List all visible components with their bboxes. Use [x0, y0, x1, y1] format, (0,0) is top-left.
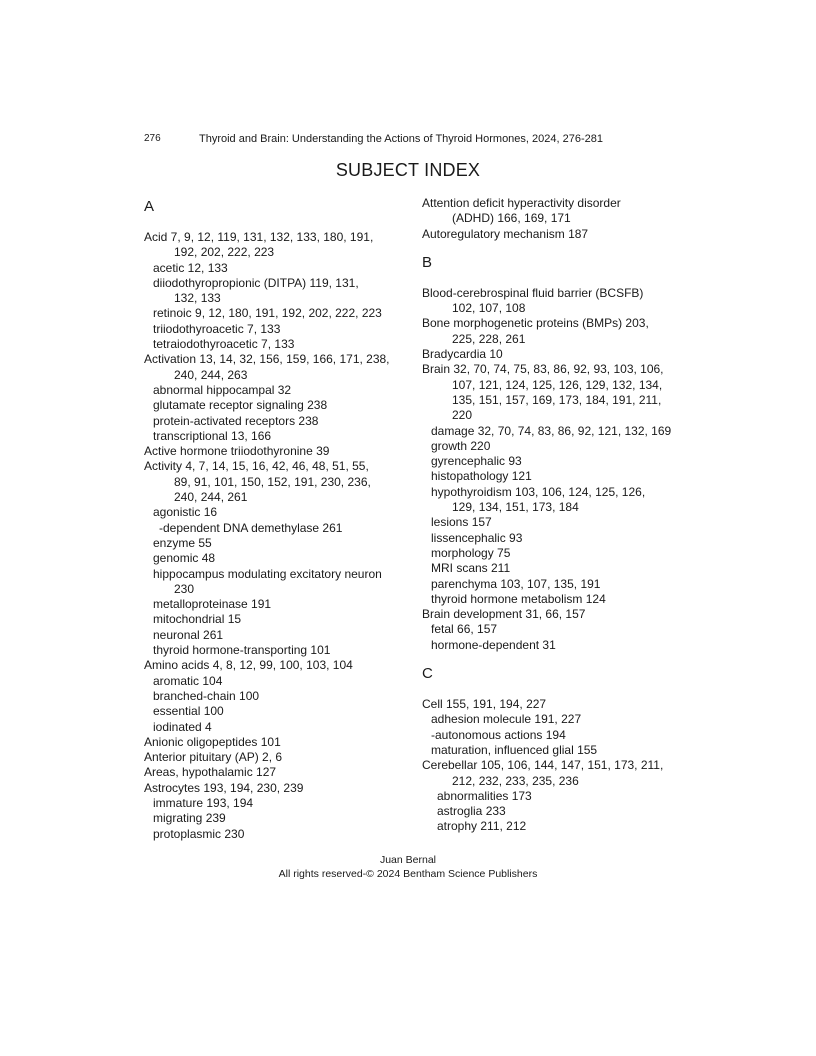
section-letter: A	[144, 198, 155, 215]
index-subentry: tetraiodothyroacetic 7, 133	[153, 337, 295, 352]
index-entry-continuation: 135, 151, 157, 169, 173, 184, 191, 211,	[452, 392, 662, 407]
index-entry: Attention deficit hyperactivity disorder	[422, 196, 621, 210]
index-entry: Amino acids 4, 8, 12, 99, 100, 103, 104	[144, 658, 353, 673]
index-subentry: hormone-dependent 31	[431, 637, 556, 652]
index-subentry: diiodothyropropionic (DITPA) 119, 131,	[153, 275, 359, 290]
index-subentry: -dependent DNA demethylase 261	[159, 520, 343, 535]
index-entry: Active hormone triiodothyronine 39	[144, 444, 330, 459]
index-subentry: -autonomous actions 194	[431, 727, 566, 742]
index-subentry: neuronal 261	[153, 627, 224, 642]
index-subentry: maturation, influenced glial 155	[431, 742, 598, 757]
index-entry: Activity 4, 7, 14, 15, 16, 42, 46, 48, 51, 55,	[144, 459, 369, 474]
index-subentry: immature 193, 194	[153, 795, 254, 810]
index-subentry: parenchyma 103, 107, 135, 191	[431, 576, 601, 591]
index-entry: Activation 13, 14, 32, 156, 159, 166, 171, 238,	[144, 352, 390, 367]
index-entry-continuation: 240, 244, 261	[174, 490, 248, 505]
index-entry: Acid 7, 9, 12, 119, 131, 132, 133, 180, 191,	[144, 230, 374, 244]
index-entry: Anterior pituitary (AP) 2, 6	[144, 750, 283, 765]
index-subentry: MRI scans 211	[431, 561, 511, 576]
page-number: 276	[144, 133, 161, 144]
index-entry-continuation: 89, 91, 101, 150, 152, 191, 230, 236,	[174, 474, 371, 489]
index-subentry: genomic 48	[153, 551, 216, 566]
index-entry: Bradycardia 10	[422, 347, 503, 362]
index-entry: Bone morphogenetic proteins (BMPs) 203,	[422, 316, 649, 331]
index-column-right	[422, 196, 692, 835]
index-entry-continuation: 230	[174, 581, 195, 596]
index-entry-continuation: 192, 202, 222, 223	[174, 245, 275, 260]
index-subentry: hypothyroidism 103, 106, 124, 125, 126,	[431, 484, 646, 499]
index-entry: Cell 155, 191, 194, 227	[422, 697, 547, 712]
index-subentry: hippocampus modulating excitatory neuron	[153, 566, 382, 581]
index-subentry: iodinated 4	[153, 719, 212, 734]
index-entry: Areas, hypothalamic 127	[144, 765, 277, 780]
index-subentry: agonistic 16	[153, 505, 218, 520]
index-subentry: branched-chain 100	[153, 688, 260, 703]
page-footer	[0, 853, 816, 881]
index-entry-continuation: 102, 107, 108	[452, 301, 526, 316]
index-subentry: histopathology 121	[431, 469, 532, 484]
index-subentry: migrating 239	[153, 811, 226, 826]
index-subentry: essential 100	[153, 704, 224, 719]
section-letter: B	[422, 253, 433, 271]
index-entry-continuation: 107, 121, 124, 125, 126, 129, 132, 134,	[452, 377, 663, 392]
index-subentry: growth 220	[431, 438, 491, 453]
index-entry-continuation: (ADHD) 166, 169, 171	[452, 211, 571, 226]
index-subentry: abnormal hippocampal 32	[153, 382, 292, 397]
index-entry-continuation: 212, 232, 233, 235, 236	[452, 773, 579, 788]
index-subentry: adhesion molecule 191, 227	[431, 712, 582, 727]
index-subentry: enzyme 55	[153, 535, 212, 550]
index-subentry: transcriptional 13, 166	[153, 428, 272, 443]
index-entry: Brain 32, 70, 74, 75, 83, 86, 92, 93, 103, 106,	[422, 362, 664, 377]
index-entry: Anionic oligopeptides 101	[144, 734, 281, 749]
copyright-notice: All rights reserved-© 2024 Bentham Science Publishers	[278, 868, 538, 880]
index-subentry: acetic 12, 133	[153, 260, 228, 275]
index-entry-continuation: 132, 133	[174, 291, 221, 306]
index-subentry: abnormalities 173	[437, 788, 532, 803]
index-subentry: fetal 66, 157	[431, 622, 498, 637]
index-subentry: morphology 75	[431, 545, 511, 560]
index-subentry: astroglia 233	[437, 804, 506, 819]
index-subentry: mitochondrial 15	[153, 612, 242, 627]
index-entry: Cerebellar 105, 106, 144, 147, 151, 173, 211,	[422, 758, 664, 773]
running-title: Thyroid and Brain: Understanding the Actions of Thyroid Hormones, 2024, 276-281	[199, 133, 603, 145]
index-subentry: protoplasmic 230	[153, 826, 245, 841]
index-subentry: lissencephalic 93	[431, 530, 523, 545]
index-entry: Autoregulatory mechanism 187	[422, 226, 589, 241]
page-header	[144, 133, 684, 147]
index-subentry: aromatic 104	[153, 673, 223, 688]
section-letter: C	[422, 665, 433, 683]
index-subentry: protein-activated receptors 238	[153, 413, 319, 428]
index-entry-continuation: 240, 244, 263	[174, 367, 248, 382]
index-column-left	[144, 196, 414, 842]
page-title: SUBJECT INDEX	[335, 160, 481, 180]
index-subentry: gyrencephalic 93	[431, 454, 522, 469]
index-subentry: glutamate receptor signaling 238	[153, 398, 328, 413]
index-entry: Blood-cerebrospinal fluid barrier (BCSFB)	[422, 285, 644, 300]
index-subentry: atrophy 211, 212	[437, 819, 527, 834]
index-entry-continuation: 220	[452, 408, 473, 423]
index-entry: Astrocytes 193, 194, 230, 239	[144, 780, 304, 795]
index-subentry: thyroid hormone metabolism 124	[431, 591, 606, 606]
author-name: Juan Bernal	[379, 854, 437, 866]
index-entry: Brain development 31, 66, 157	[422, 607, 586, 622]
index-entry-continuation: 225, 228, 261	[452, 331, 526, 346]
index-subentry: lesions 157	[431, 515, 492, 530]
index-subentry: damage 32, 70, 74, 83, 86, 92, 121, 132, 169	[431, 423, 672, 438]
index-subentry: retinoic 9, 12, 180, 191, 192, 202, 222, 223	[153, 306, 382, 321]
index-subentry: metalloproteinase 191	[153, 597, 272, 612]
index-subentry: thyroid hormone-transporting 101	[153, 643, 331, 658]
index-entry-continuation: 129, 134, 151, 173, 184	[452, 500, 579, 515]
index-subentry: triiodothyroacetic 7, 133	[153, 321, 281, 336]
